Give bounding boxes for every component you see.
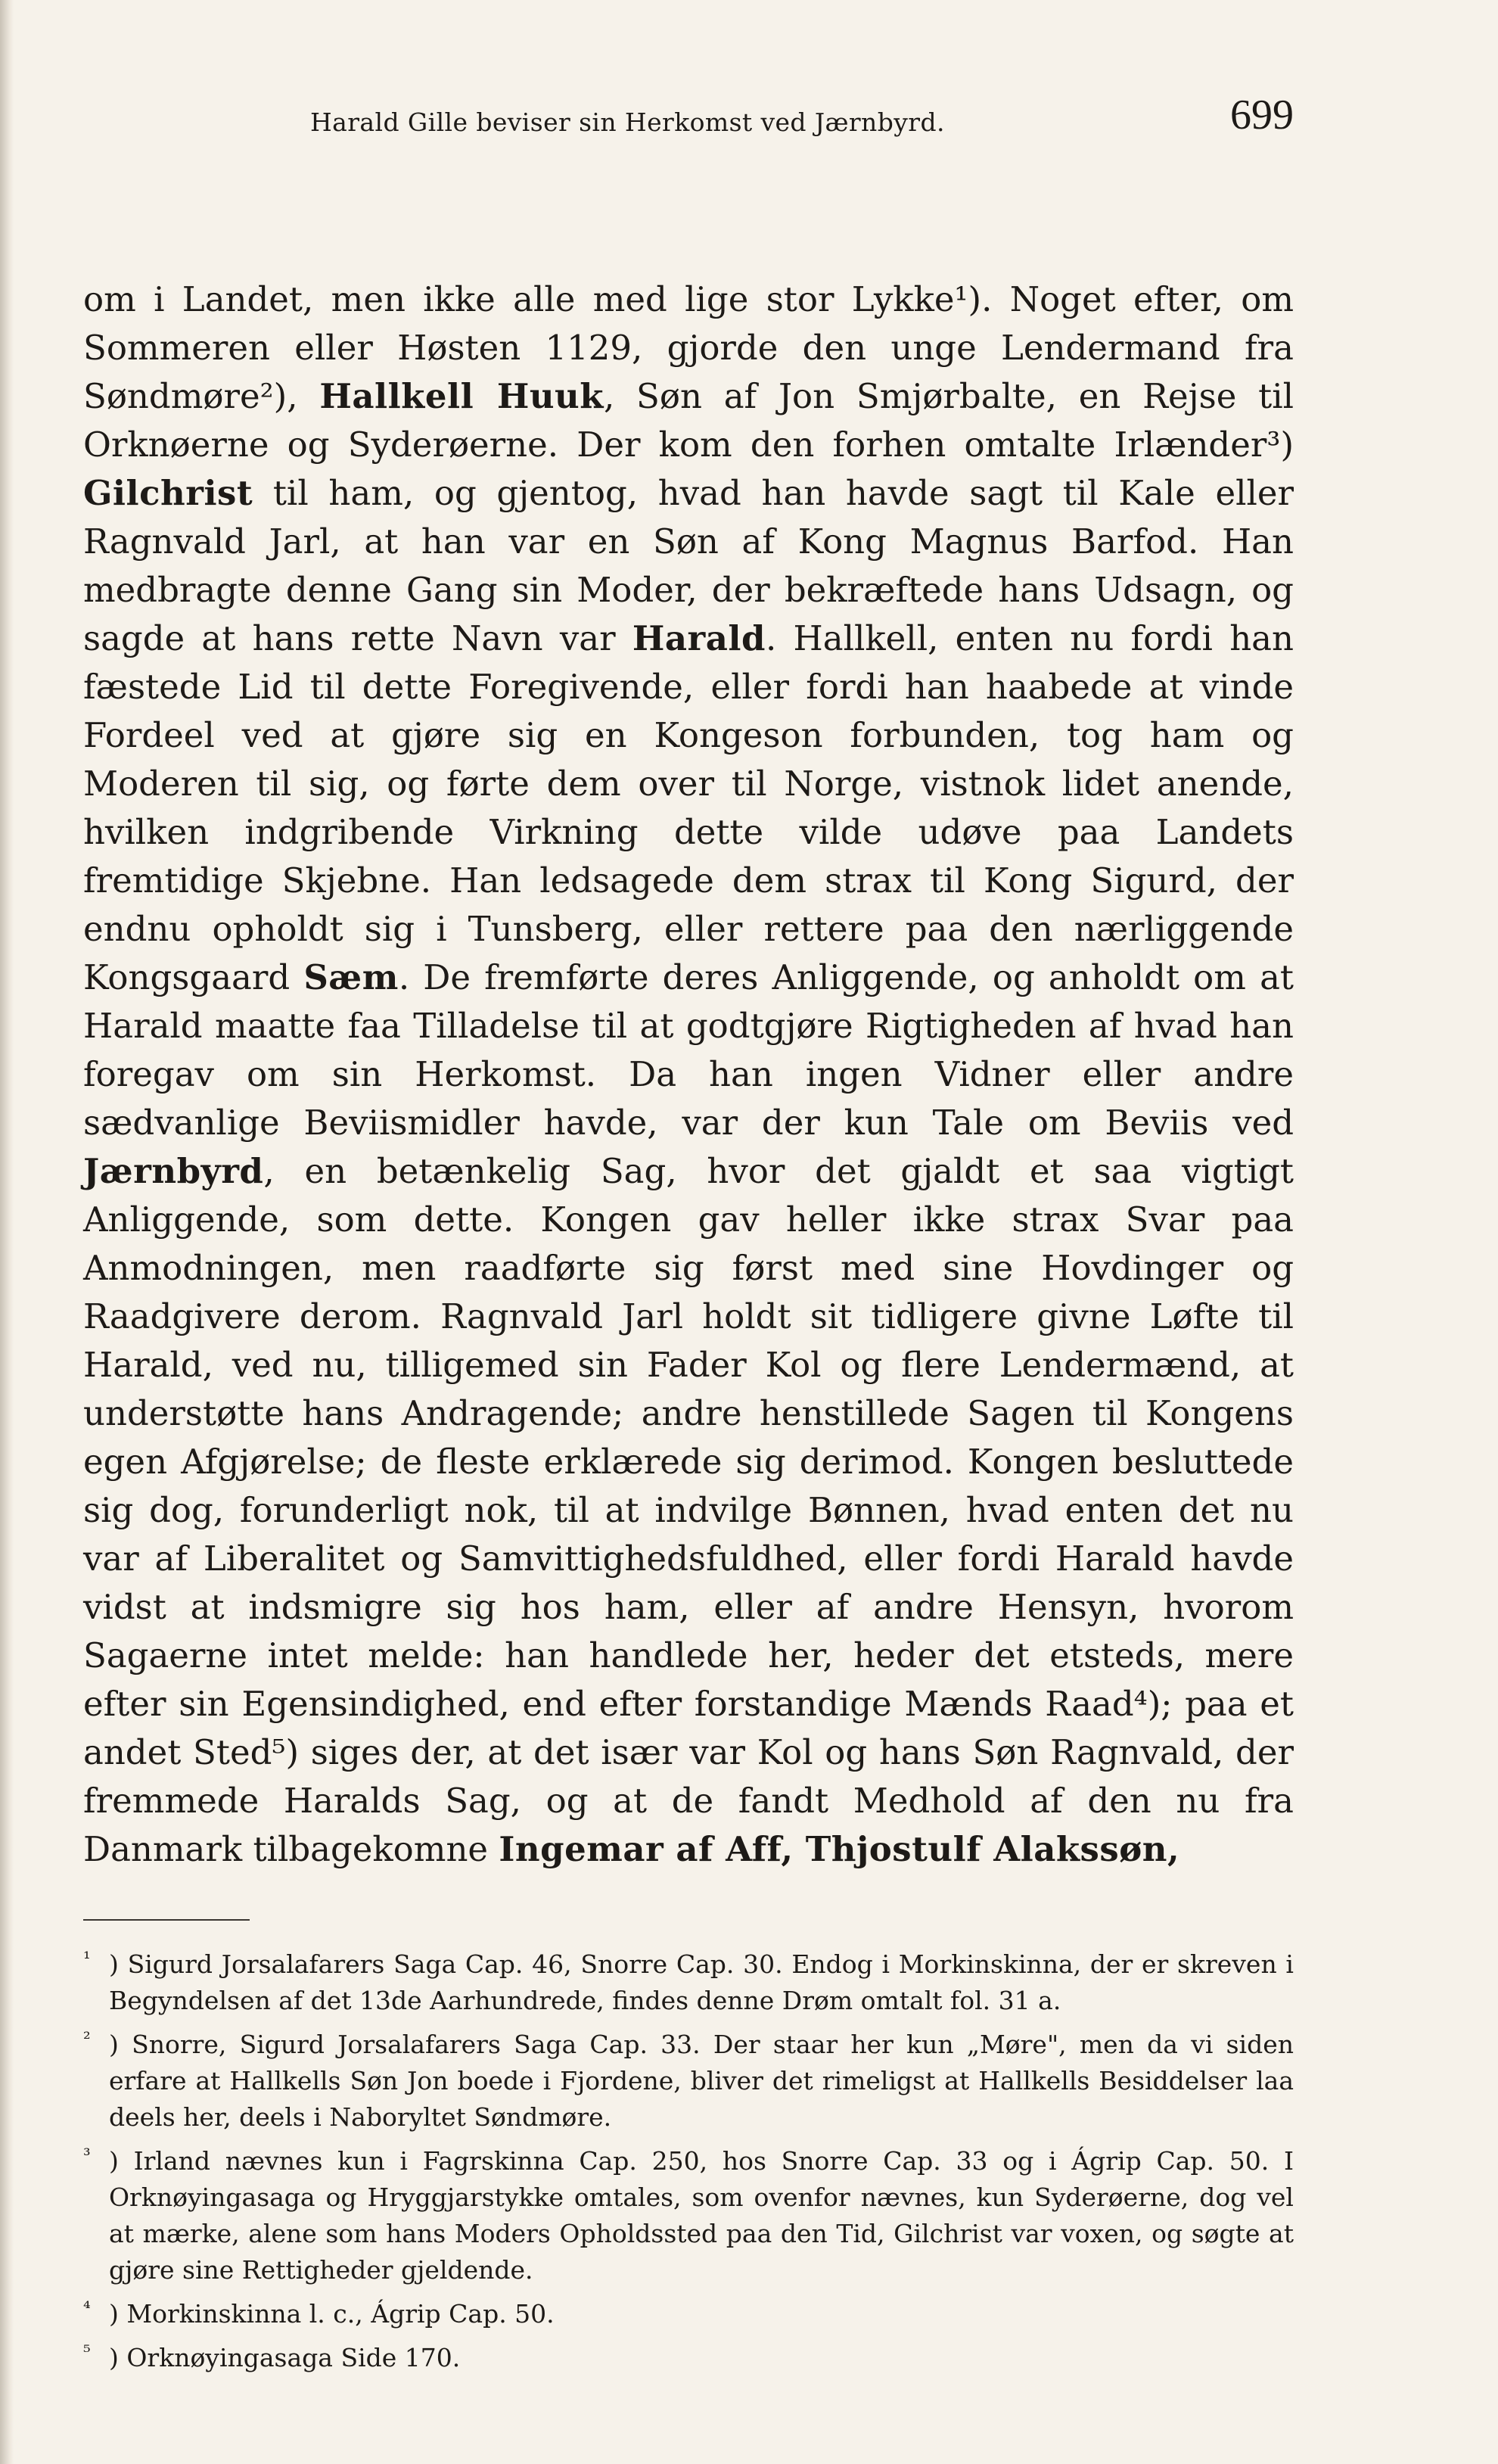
text-segment: ) siges der, at det især var Kol og hans Søn Ragnvald, der fremmede Haralds Sag, og at de fandt Medhold af den nu fra Danmark tilbagekomne xyxy=(83,1732,1294,1869)
text-segment: , Søn af Jon Smjørbalte, en Rejse til Orknøerne og Syderøerne. Der kom den forhen omtalte Irlænder xyxy=(83,376,1294,465)
text-segment: . De fremførte deres Anliggende, og anholdt om at Harald maatte faa Tilladelse til at godtgjøre Rigtigheden af hvad han foregav om sin Herkomst. Da han ingen Vidner eller andre sædvanlige Beviismidler havde, var der kun Tale om Beviis ved xyxy=(83,957,1294,1143)
text-segment: ² xyxy=(260,376,274,416)
text-segment: . Hallkell, enten nu fordi han fæstede Lid til dette Foregivende, eller fordi han haabede at vinde Fordeel ved at gjøre sig en Kongeson forbunden, tog ham og Moderen til sig, og førte dem over til Norge, vistnok lidet anende, hvilken indgribende Virkning dette vilde udøve paa Landets fremtidige Skjebne. Han ledsagede dem strax til Kong Sigurd, der endnu opholdt sig i Tunsberg, eller rettere paa den nærliggende Kongsgaard xyxy=(83,618,1294,997)
footnote-divider xyxy=(83,1919,250,1921)
footnote-mark: ⁴ xyxy=(83,2298,91,2319)
emphasized-name: Ingemar af Aff, Thjostulf Alakssøn, xyxy=(499,1829,1180,1869)
footnote-text: ) Morkinskinna l. c., Ágrip Cap. 50. xyxy=(109,2299,555,2329)
emphasized-name: Hallkell Huuk xyxy=(319,376,604,416)
emphasized-name: Harald xyxy=(632,618,766,658)
text-segment: til ham, og gjentog, hvad han havde sagt til Kale eller Ragnvald Jarl, at han var en Søn af Kong Magnus Barfod. Han medbragte denne Gang sin Moder, der bekræftede hans Udsagn, og sagde at hans rette Navn var xyxy=(83,473,1294,658)
footnote-text: ) Irland nævnes kun i Fagrskinna Cap. 250, hos Snorre Cap. 33 og i Ágrip Cap. 50. I Orknøyingasaga og Hryggjarstykke omtales, som ovenfor nævnes, kun Syderøerne, dog vel at mærke, alene som hans Moders Opholdssted paa den Tid, Gilchrist var voxen, og søgte at gjøre sine Rettigheder gjeldende. xyxy=(109,2146,1294,2285)
footnote-text: ) Snorre, Sigurd Jorsalafarers Saga Cap. 33. Der staar her kun „Møre", men da vi siden erfare at Hallkells Søn Jon boede i Fjordene, bliver det rimeligst at Hallkells Besiddelser laa deels her, deels i Naboryltet Søndmøre. xyxy=(109,2030,1294,2132)
book-page xyxy=(83,91,1294,2384)
text-segment: ); paa et andet Sted xyxy=(83,1684,1294,1772)
page-edge xyxy=(0,0,14,2464)
body-paragraph xyxy=(83,275,1294,1874)
footnotes xyxy=(83,1946,1294,2376)
text-segment: ). Noget efter, om Sommeren eller Høsten 1129, gjorde den unge Lendermand fra Søndmøre xyxy=(83,279,1294,416)
footnote xyxy=(83,1946,1294,2019)
main-text xyxy=(83,275,1294,1874)
text-segment: om i Landet, men ikke alle med lige stor Lykke xyxy=(83,279,955,319)
running-title: Harald Gille beviser sin Herkomst ved Jærnbyrd. xyxy=(310,107,945,137)
footnote-mark: ³ xyxy=(83,2145,91,2166)
emphasized-name: Gilchrist xyxy=(83,473,253,513)
footnote-mark: ² xyxy=(83,2028,91,2049)
footnote-mark: ¹ xyxy=(83,1948,91,1969)
text-segment: , en betænkelig Sag, hvor det gjaldt et saa vigtigt Anliggende, som dette. Kongen gav heller ikke strax Svar paa Anmodningen, men raadførte sig først med sine Hovdinger og Raadgivere derom. Ragnvald Jarl holdt sit tidligere givne Løfte til Harald, ved nu, tilligemed sin Fader Kol og flere Lendermænd, at understøtte hans Andragende; andre henstillede Sagen til Kongens egen Afgjørelse; de fleste erklærede sig derimod. Kongen besluttede sig dog, forunderligt nok, til at indvilge Bønnen, hvad enten det nu var af Liberalitet og Samvittighedsfuldhed, eller fordi Harald havde vidst at indsmigre sig hos ham, eller af andre Hensyn, hvorom Sagaerne intet melde: han handlede her, heder det etsteds, mere efter sin Egensindighed, end efter forstandige Mænds Raad xyxy=(83,1151,1294,1724)
footnote-text: ) Orknøyingasaga Side 170. xyxy=(109,2343,461,2372)
page-header xyxy=(83,91,1294,154)
emphasized-name: Jærnbyrd xyxy=(83,1151,264,1191)
text-segment: ¹ xyxy=(954,279,968,319)
footnote xyxy=(83,2296,1294,2332)
footnote xyxy=(83,2340,1294,2376)
text-segment: ⁴ xyxy=(1133,1684,1148,1724)
text-segment: ³ xyxy=(1266,425,1281,465)
text-segment: ) xyxy=(1280,425,1294,465)
page-number: 699 xyxy=(1230,92,1294,138)
emphasized-name: Sæm xyxy=(303,957,399,997)
footnote xyxy=(83,2027,1294,2136)
footnote-mark: ⁵ xyxy=(83,2341,91,2363)
text-segment: ), xyxy=(273,376,320,416)
text-segment: ⁵ xyxy=(272,1732,286,1772)
footnote xyxy=(83,2143,1294,2288)
footnote-text: ) Sigurd Jorsalafarers Saga Cap. 46, Snorre Cap. 30. Endog i Morkinskinna, der er skreven i Begyndelsen af det 13de Aarhundrede, findes denne Drøm omtalt fol. 31 a. xyxy=(109,1949,1294,2015)
